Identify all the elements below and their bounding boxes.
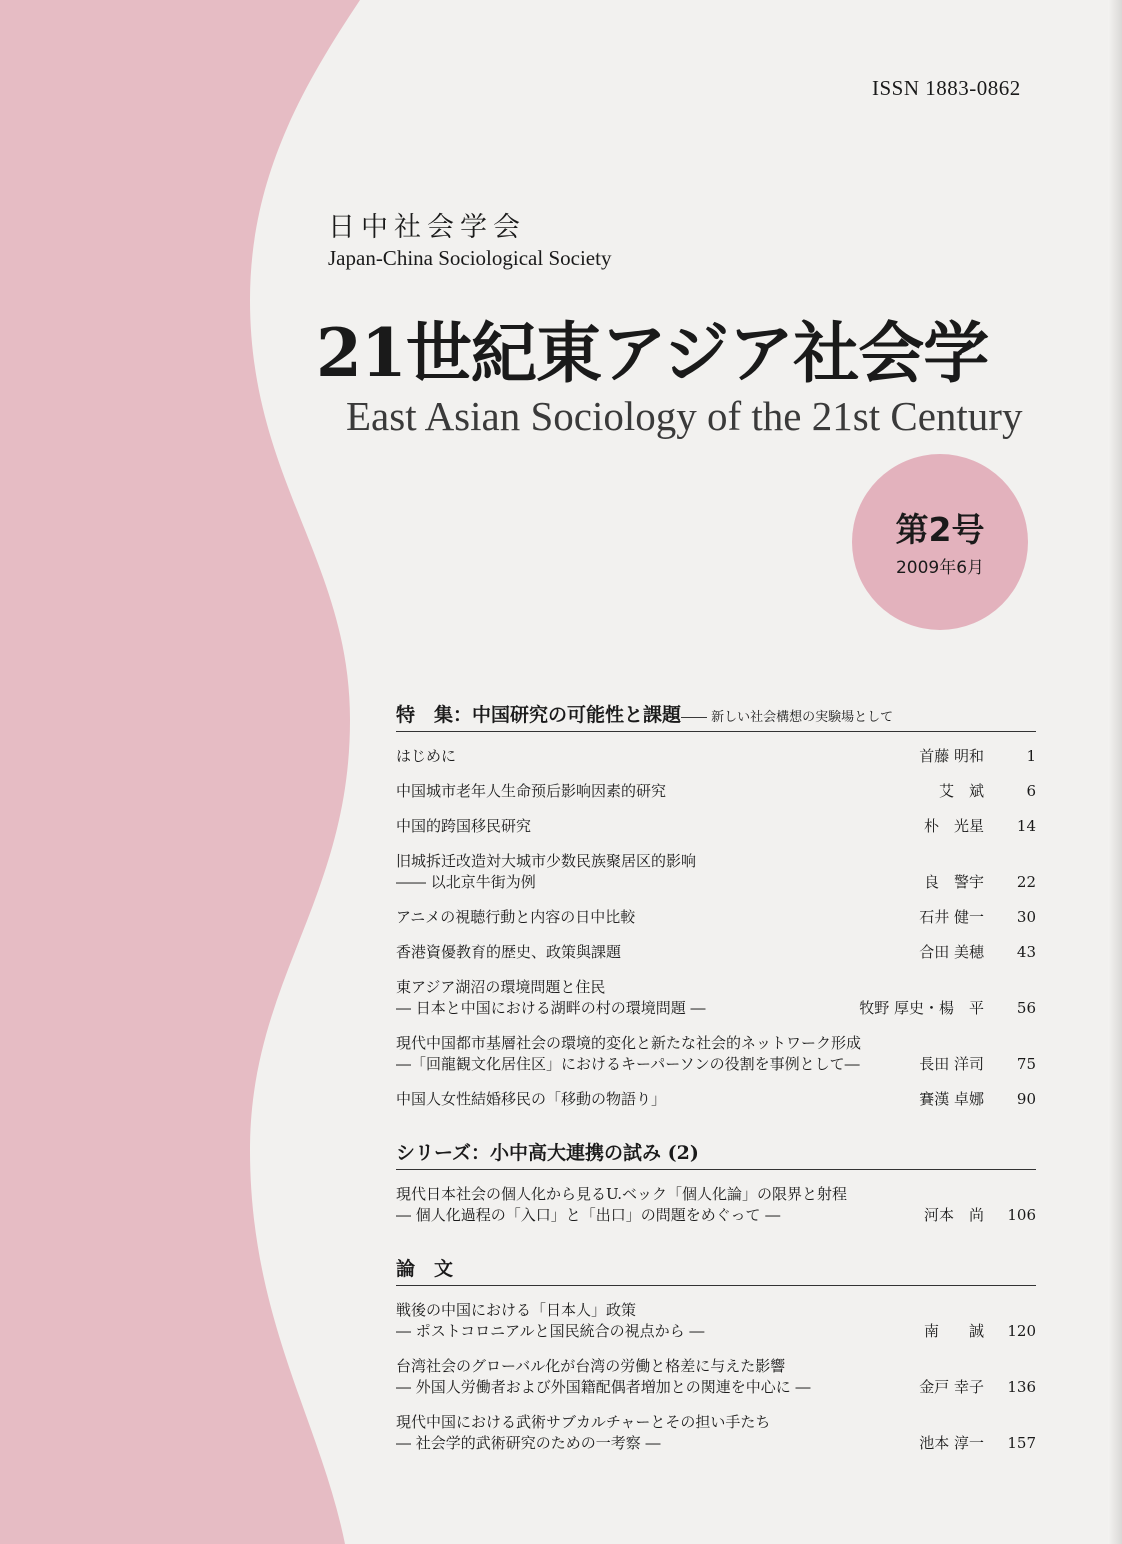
section-heading-text: 論 文 [396,1258,454,1280]
section-heading [396,1254,1036,1286]
section-heading-text: シリーズ：小中高大連携の試み (2) [396,1142,699,1164]
article-title: 中国城市老年人生命预后影响因素的研究 [396,782,667,800]
article-title: はじめに [396,747,457,765]
journal-title-ja: 21世紀東アジア社会学 [316,314,989,392]
issue-badge [852,454,1028,630]
article-subtitle: ― 日本と中国における湖畔の村の環境問題 ― [396,999,706,1017]
section-heading [396,1138,1036,1170]
article-author: 合田 美穂 [919,943,984,961]
article-title: 戦後の中国における「日本人」政策 [396,1301,637,1319]
article-page: 157 [1007,1434,1036,1452]
article-author: 艾 斌 [938,782,984,800]
article-author: 石井 健一 [919,908,984,926]
article-page: 136 [1007,1378,1036,1396]
society-name-ja: 日中社会学会 [328,212,526,243]
paper-edge-shadow [1108,0,1122,1544]
society-name-en: Japan-China Sociological Society [328,246,612,270]
toc-entry [396,907,1036,928]
article-title: 現代中国における武術サブカルチャーとその担い手たち [396,1413,771,1431]
toc-entry [396,1089,1036,1110]
article-author: 朴 光星 [923,817,984,835]
article-page: 6 [1026,782,1036,800]
article-subtitle: ― 社会学的武術研究のための一考察 ― [396,1434,661,1452]
toc-entry [396,851,1036,893]
article-page: 75 [1016,1055,1036,1073]
article-page: 56 [1016,999,1036,1017]
article-author: 良 警宇 [923,873,984,891]
article-subtitle: ―「回龍観文化居住区」におけるキーパーソンの役割を事例として― [396,1055,860,1073]
article-author: 河本 尚 [923,1206,984,1224]
article-title: 中国人女性結婚移民の「移動の物語り」 [396,1090,667,1108]
article-title: 台湾社会のグローバル化が台湾の労働と格差に与えた影響 [396,1357,786,1375]
section-heading-text: 特 集：中国研究の可能性と課題 [396,704,682,726]
toc-entry [396,977,1036,1019]
toc-entry [396,1033,1036,1075]
article-page: 1 [1026,747,1036,765]
article-author: 牧野 厚史・楊 平 [859,999,984,1017]
article-title: 中国的跨国移民研究 [396,817,532,835]
article-author: 金戸 幸子 [919,1378,984,1396]
issue-date: 2009年6月 [895,558,985,578]
article-author: 首藤 明和 [919,747,984,765]
article-author: 賽漢 卓娜 [919,1090,984,1108]
journal-title-en: East Asian Sociology of the 21st Century [346,393,1023,439]
toc-entry [396,746,1036,767]
toc-entry [396,1356,1036,1398]
article-author: 池本 淳一 [919,1434,984,1452]
article-title: 旧城拆迁改造対大城市少数民族聚居区的影响 [396,852,697,870]
article-subtitle: ― 個人化過程の「入口」と「出口」の問題をめぐって ― [396,1206,781,1224]
issn-label: ISSN 1883-0862 [872,76,1021,100]
article-title: 現代日本社会の個人化から見るU.ベック「個人化論」の限界と射程 [396,1185,848,1203]
article-title: 東アジア湖沼の環境問題と住民 [396,978,606,996]
section-subheading: ―― 新しい社会構想の実験場として [681,710,894,725]
toc-entry [396,942,1036,963]
toc-entry [396,1300,1036,1342]
table-of-contents [396,700,1036,1468]
article-author: 長田 洋司 [919,1055,984,1073]
article-page: 120 [1007,1322,1036,1340]
toc-entry [396,1412,1036,1454]
article-subtitle: ― 外国人労働者および外国籍配偶者増加との関連を中心に ― [396,1378,811,1396]
issue-number: 第2号 [895,510,985,549]
article-page: 90 [1016,1090,1036,1108]
toc-entry [396,781,1036,802]
article-title: 現代中国都市基層社会の環境的変化と新たな社会的ネットワーク形成 [396,1034,862,1052]
article-author: 南 誠 [923,1322,984,1340]
article-subtitle: ―― 以北京牛街为例 [396,873,536,891]
article-page: 22 [1016,873,1036,891]
toc-entry [396,1184,1036,1226]
article-page: 106 [1007,1206,1036,1224]
article-page: 30 [1016,908,1036,926]
article-subtitle: ― ポストコロニアルと国民統合の視点から ― [396,1322,705,1340]
article-title: 香港資優教育的歴史、政策與課題 [396,943,622,961]
article-page: 43 [1016,943,1036,961]
article-title: アニメの視聴行動と内容の日中比較 [396,908,636,926]
toc-entry [396,816,1036,837]
article-page: 14 [1016,817,1036,835]
section-heading [396,700,1036,732]
